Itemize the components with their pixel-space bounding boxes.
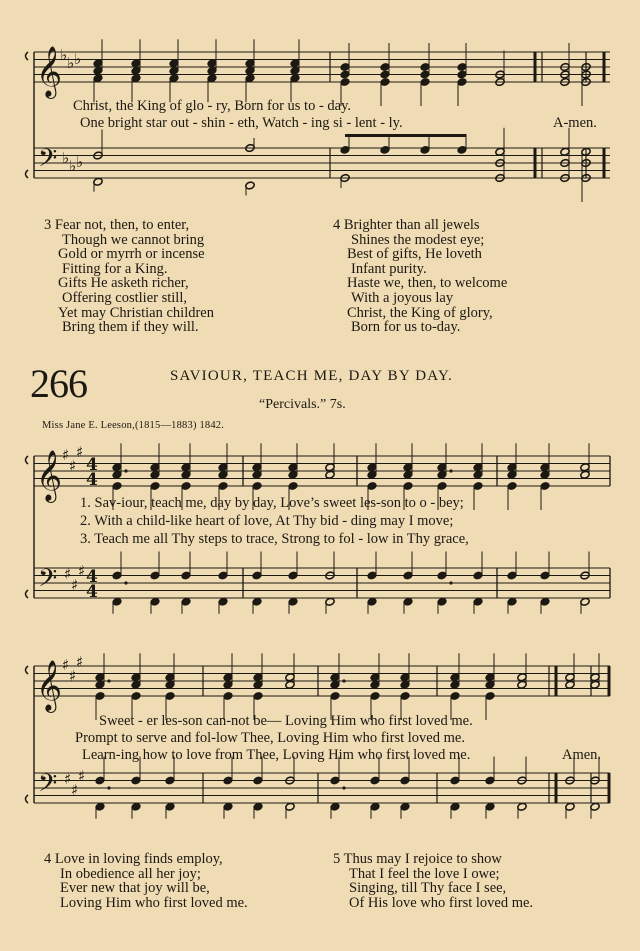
- top-lyric-line-2: One bright star out - shin - eth, Watch - ing si - lent - ly.: [80, 115, 403, 131]
- sharp-sign-icon: ♯: [78, 562, 86, 580]
- verse-line: Bring them if they will.: [62, 319, 199, 336]
- verse-line: Gifts He asketh richer,: [58, 275, 189, 292]
- flat-sign-icon: ♭: [69, 157, 77, 175]
- sharp-sign-icon: ♯: [69, 667, 77, 685]
- verse-line: Thus may I rejoice to show: [343, 851, 502, 867]
- verse-number: 4: [44, 851, 52, 867]
- hymn-266-verse-5: [333, 852, 533, 910]
- verse-line: Of His love who first loved me.: [349, 894, 534, 911]
- verse-line: That I feel the love I owe;: [349, 865, 500, 882]
- brace-icon: [26, 456, 29, 598]
- brace-icon: [26, 666, 29, 803]
- treble-clef-icon: 𝄞: [36, 46, 63, 97]
- hymn-266-verse-4: [44, 852, 248, 910]
- time-signature-digit: 4: [86, 567, 98, 587]
- bass-clef-icon: 𝄢: [38, 144, 58, 179]
- brace-icon: [26, 52, 29, 178]
- sharp-sign-icon: ♯: [69, 457, 77, 475]
- verse-line: Ever new that joy will be,: [60, 880, 210, 897]
- hymn-title: SAVIOUR, TEACH ME, DAY BY DAY.: [170, 368, 453, 384]
- verse-number: 4: [333, 217, 341, 233]
- augmentation-dot: [107, 786, 110, 789]
- top-verse-4: [333, 218, 507, 335]
- augmentation-dot: [449, 581, 452, 584]
- verse-line: Loving Him who first loved me.: [60, 894, 248, 911]
- sharp-sign-icon: ♯: [76, 443, 84, 461]
- hymn-number: 266: [30, 361, 87, 406]
- verse-number: 3: [44, 217, 52, 233]
- system-1-lyric-line-3: 3. Teach me all Thy steps to trace, Strong to fol - low in Thy grace,: [80, 531, 469, 547]
- verse-line: In obedience all her joy;: [60, 865, 201, 882]
- sharp-sign-icon: ♯: [71, 781, 79, 799]
- augmentation-dot: [449, 469, 452, 472]
- time-signature-digit: 4: [86, 470, 98, 490]
- verse-line: Born for us to-day.: [351, 319, 461, 336]
- verse-line: Brighter than all jewels: [343, 217, 480, 233]
- augmentation-dot: [342, 786, 345, 789]
- system-2-lyric-line-3: Learn-ing how to love from Thee, Loving Him who first loved me.: [82, 747, 471, 763]
- sharp-sign-icon: ♯: [62, 656, 70, 674]
- flat-sign-icon: ♭: [60, 46, 68, 64]
- sharp-sign-icon: ♯: [76, 653, 84, 671]
- verse-line: With a joyous lay: [351, 289, 454, 306]
- system-2-lyric-line-1: Sweet - er les-son can-not be— Loving Him who first loved me.: [99, 713, 473, 729]
- augmentation-dot: [342, 679, 345, 682]
- sharp-sign-icon: ♯: [64, 565, 72, 583]
- sharp-sign-icon: ♯: [71, 576, 79, 594]
- verse-line: Best of gifts, He loveth: [347, 246, 482, 263]
- treble-clef-icon: 𝄞: [36, 660, 63, 711]
- verse-line: Gold or myrrh or incense: [58, 246, 205, 263]
- sharp-sign-icon: ♯: [64, 770, 72, 788]
- top-lyric-line-1: Christ, the King of glo - ry, Born for us to - day.: [73, 98, 352, 114]
- verse-line: Fitting for a King.: [62, 260, 168, 277]
- verse-line: Offering costlier still,: [62, 289, 187, 306]
- top-verse-3: [44, 218, 214, 335]
- time-signature-digit: 4: [86, 582, 98, 602]
- augmentation-dot: [124, 581, 127, 584]
- sharp-sign-icon: ♯: [62, 446, 70, 464]
- top-amen: A-men.: [553, 115, 597, 131]
- verse-line: Infant purity.: [351, 260, 427, 277]
- author-credit: Miss Jane E. Leeson,(1815—1883) 1842.: [42, 420, 225, 431]
- tune-name: “Percivals.” 7s.: [259, 397, 346, 412]
- system-1-lyric-line-1: 1. Sav-iour, teach me, day by day, Love’s sweet les-son to o - bey;: [80, 495, 464, 511]
- verse-line: Christ, the King of glory,: [347, 304, 493, 321]
- bass-clef-icon: 𝄢: [38, 564, 58, 599]
- verse-line: Shines the modest eye;: [351, 231, 485, 248]
- verse-line: Yet may Christian children: [58, 304, 214, 321]
- verse-line: Haste we, then, to welcome: [347, 275, 508, 292]
- sharp-sign-icon: ♯: [78, 767, 86, 785]
- treble-clef-icon: 𝄞: [36, 450, 63, 501]
- augmentation-dot: [107, 679, 110, 682]
- flat-sign-icon: ♭: [74, 50, 82, 68]
- verse-line: Love in loving finds employ,: [54, 851, 223, 867]
- verse-line: Fear not, then, to enter,: [54, 217, 190, 233]
- system-2-lyric-line-2: Prompt to serve and fol-low Thee, Loving Him who first loved me.: [75, 730, 465, 746]
- bass-clef-icon: 𝄢: [38, 769, 58, 804]
- time-signature-digit: 4: [86, 455, 98, 475]
- flat-sign-icon: ♭: [76, 153, 84, 171]
- hymn-266-amen: Amen.: [562, 747, 602, 763]
- verse-line: Though we cannot bring: [62, 231, 205, 248]
- flat-sign-icon: ♭: [62, 149, 70, 167]
- beam-line: [345, 134, 466, 137]
- flat-sign-icon: ♭: [67, 54, 75, 72]
- augmentation-dot: [124, 469, 127, 472]
- system-1-lyric-line-2: 2. With a child-like heart of love, At Thy bid - ding may I move;: [80, 513, 454, 529]
- verse-line: Singing, till Thy face I see,: [349, 880, 507, 897]
- verse-number: 5: [333, 851, 341, 867]
